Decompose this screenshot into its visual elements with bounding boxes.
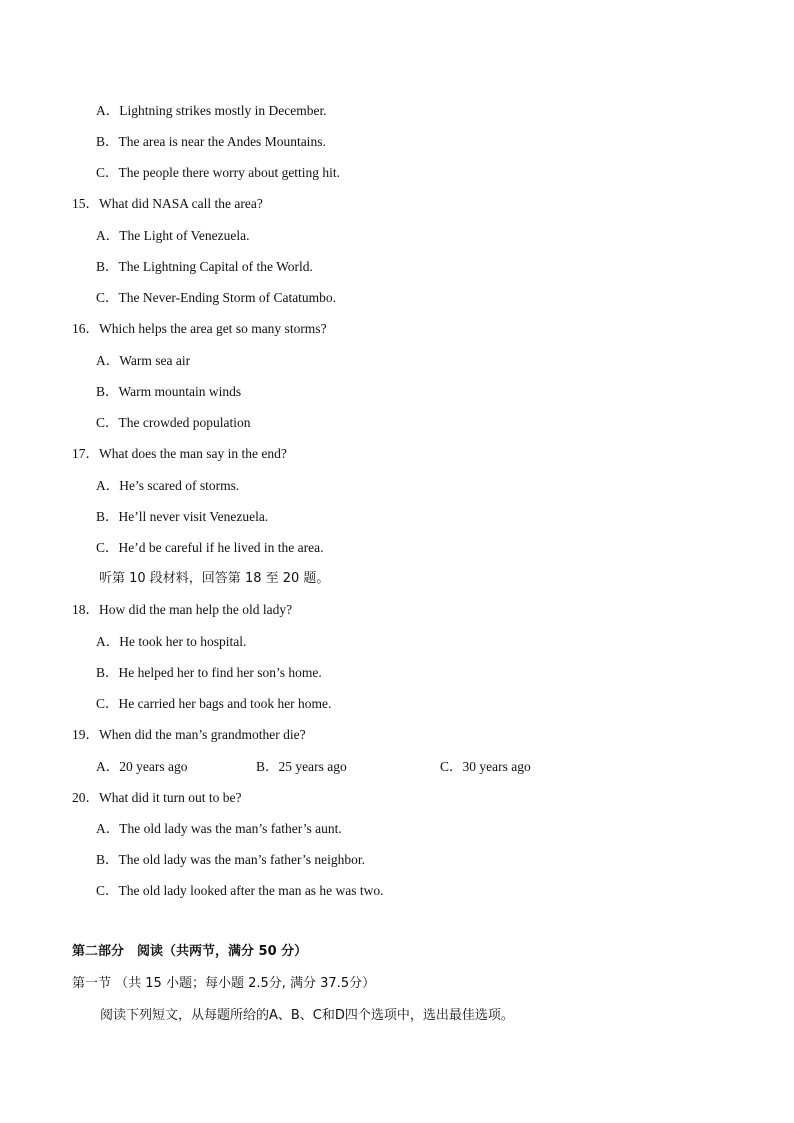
q20-question: 20．What did it turn out to be? — [72, 790, 242, 805]
q18-option-c: C．He carried her bags and took her home. — [96, 696, 332, 711]
q20-option-a: A．The old lady was the man’s father’s aunt. — [96, 821, 342, 836]
q16-question: 16．Which helps the area get so many storms? — [72, 321, 327, 336]
part2-heading: 第二部分 阅读（共两节，满分 50 分） — [72, 944, 308, 959]
q19-question: 19．When did the man’s grandmother die? — [72, 727, 306, 742]
q17-option-b: B．He’ll never visit Venezuela. — [96, 509, 269, 524]
q14-option-b: B．The area is near the Andes Mountains. — [96, 134, 326, 149]
q15-question: 15．What did NASA call the area? — [72, 196, 263, 211]
q20-option-c: C．The old lady looked after the man as he was two. — [96, 883, 384, 898]
q16-option-a: A．Warm sea air — [96, 353, 191, 368]
q19-option-c: C．30 years ago — [440, 759, 531, 774]
q17-option-c: C．He’d be careful if he lived in the area. — [96, 540, 324, 555]
q15-option-c: C．The Never-Ending Storm of Catatumbo. — [96, 290, 337, 305]
passage-10-instruction: 听第 10 段材料，回答第 18 至 20 题。 — [99, 571, 330, 586]
q19-option-b: B．25 years ago — [256, 759, 347, 774]
reading-instruction: 阅读下列短文，从每题所给的A、B、C和D四个选项中，选出最佳选项。 — [100, 1008, 514, 1023]
q18-option-a: A．He took her to hospital. — [96, 634, 247, 649]
q18-question: 18．How did the man help the old lady? — [72, 602, 293, 617]
q16-option-c: C．The crowded population — [96, 415, 251, 430]
q15-option-a: A．The Light of Venezuela. — [96, 228, 250, 243]
q20-option-b: B．The old lady was the man’s father’s neighbor. — [96, 852, 365, 867]
q14-option-c: C．The people there worry about getting hit. — [96, 165, 341, 180]
q14-option-a: A．Lightning strikes mostly in December. — [96, 103, 327, 118]
q15-option-b: B．The Lightning Capital of the World. — [96, 259, 313, 274]
q19-option-a: A．20 years ago — [96, 759, 188, 774]
q17-option-a: A．He’s scared of storms. — [96, 478, 240, 493]
section1-heading: 第一节 （共 15 小题；每小题 2.5分, 满分 37.5分） — [72, 976, 376, 991]
q17-question: 17．What does the man say in the end? — [72, 446, 287, 461]
q18-option-b: B．He helped her to find her son’s home. — [96, 665, 322, 680]
q16-option-b: B．Warm mountain winds — [96, 384, 242, 399]
